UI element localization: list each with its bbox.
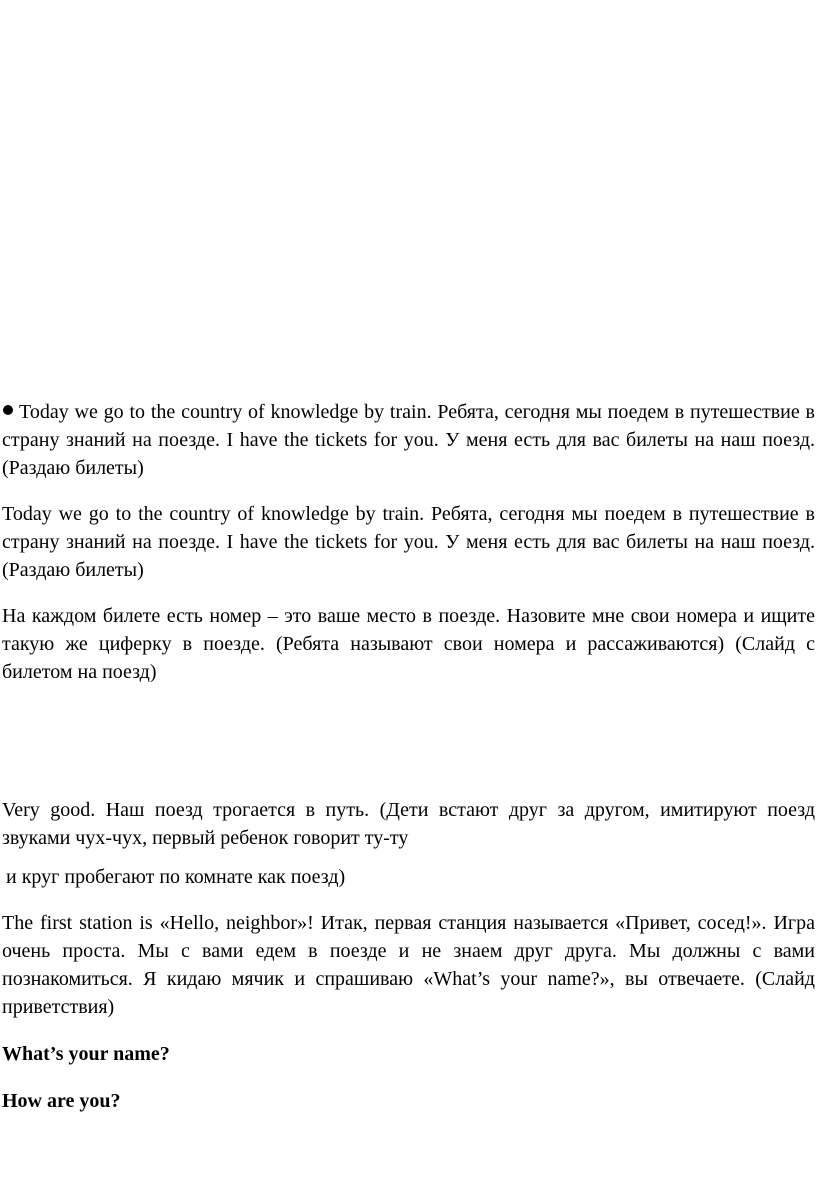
paragraph-text-1: Today we go to the country of knowledge by train. Ребята, сегодня мы поедем в путешествие в страну знаний на поезде. I have the tickets for you. У меня есть для вас билеты на наш поезд. (Раздаю билеты) xyxy=(2,401,815,479)
blank-space xyxy=(2,686,815,796)
paragraph-3: На каждом билете есть номер – это ваше место в поезде. Назовите мне свои номера и ищите такую же циферку в поезде. (Ребята называют свои номера и рассаживаются) (Слайд с билетом на поезд) xyxy=(2,605,815,683)
paragraph-4: Very good. Наш поезд трогается в путь. (Дети встают друг за другом, имитируют поезд звуками чух-чух, первый ребенок говорит ту-ту xyxy=(2,799,815,849)
document-body xyxy=(2,398,815,1115)
bulleted-paragraph xyxy=(2,398,815,482)
bold-question-how-are-you: How are you? xyxy=(2,1090,121,1112)
bullet-dot-icon xyxy=(3,405,13,415)
paragraph-2: Today we go to the country of knowledge by train. Ребята, сегодня мы поедем в путешествие в страну знаний на поезде. I have the tickets for you. У меня есть для вас билеты на наш поезд. (Раздаю билеты) xyxy=(2,503,815,581)
paragraph-6: The first station is «Hello, neighbor»! Итак, первая станция называется «Привет, сосед!». Игра очень проста. Мы с вами едем в поезде и не знаем друг друга. Мы должны с вами познакомиться. Я кидаю мячик и спрашиваю «What’s your name?», вы отвечаете. (Слайд приветствия) xyxy=(2,912,815,1018)
bold-question-name: What’s your name? xyxy=(2,1043,170,1065)
paragraph-5: и круг пробегают по комнате как поезд) xyxy=(6,866,346,888)
